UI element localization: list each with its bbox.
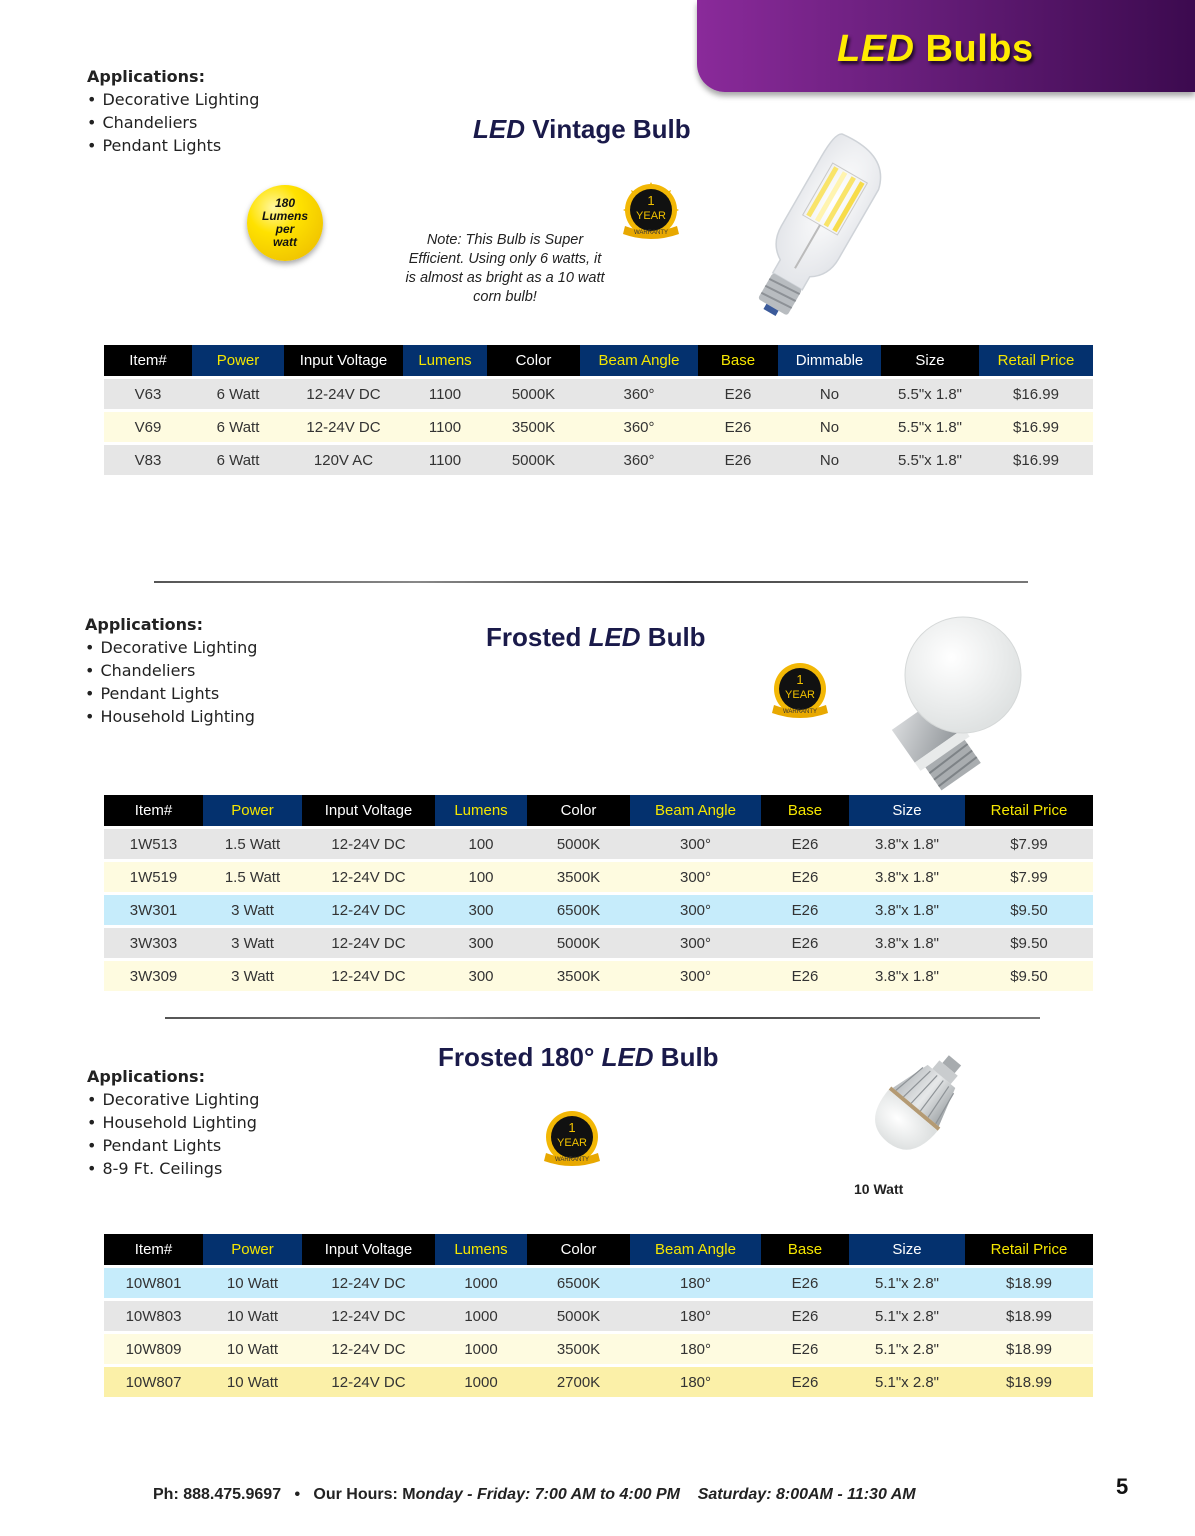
table-row	[104, 1298, 1093, 1331]
title-part: Bulb	[640, 622, 706, 652]
cell-color: 6500K	[527, 892, 630, 925]
cell-power: 1.5 Watt	[203, 859, 302, 892]
cell-item: 3W303	[104, 925, 203, 958]
cell-item: 10W801	[104, 1265, 203, 1298]
col-header-base: Base	[698, 345, 778, 376]
cell-beam-angle: 360°	[580, 442, 698, 475]
cell-color: 5000K	[527, 1298, 630, 1331]
col-header-power: Power	[203, 795, 302, 826]
cell-retail-price: $9.50	[965, 925, 1093, 958]
cell-input-voltage: 12-24V DC	[302, 1265, 435, 1298]
cell-base: E26	[761, 892, 849, 925]
warranty-seal-icon	[540, 1109, 604, 1173]
applications-list-frosted	[85, 613, 257, 728]
cell-power: 3 Watt	[203, 925, 302, 958]
cell-retail-price: $16.99	[979, 376, 1093, 409]
footer-contact	[153, 1486, 916, 1504]
application-item: • Household Lighting	[87, 1111, 259, 1134]
cell-input-voltage: 12-24V DC	[302, 1364, 435, 1397]
table-row	[104, 1331, 1093, 1364]
table-header-row	[104, 345, 1093, 376]
cell-lumens: 1100	[403, 376, 487, 409]
table-row	[104, 925, 1093, 958]
cell-input-voltage: 12-24V DC	[284, 409, 403, 442]
cell-retail-price: $16.99	[979, 442, 1093, 475]
cell-color: 6500K	[527, 1265, 630, 1298]
cell-base: E26	[761, 958, 849, 991]
cell-power: 6 Watt	[192, 376, 284, 409]
table-header-row	[104, 795, 1093, 826]
cell-power: 10 Watt	[203, 1265, 302, 1298]
applications-heading: Applications:	[87, 67, 205, 86]
table-row	[104, 859, 1093, 892]
cell-input-voltage: 12-24V DC	[302, 859, 435, 892]
cell-item: 10W809	[104, 1331, 203, 1364]
cell-input-voltage: 12-24V DC	[302, 958, 435, 991]
cell-lumens: 1000	[435, 1298, 527, 1331]
title-part: Vintage Bulb	[525, 114, 691, 144]
applications-heading: Applications:	[87, 1067, 205, 1086]
cell-size: 3.8"x 1.8"	[849, 826, 965, 859]
cell-input-voltage: 12-24V DC	[302, 892, 435, 925]
header-banner	[697, 0, 1195, 92]
cell-color: 5000K	[527, 826, 630, 859]
cell-color: 3500K	[527, 958, 630, 991]
cell-beam-angle: 300°	[630, 826, 761, 859]
cell-base: E26	[761, 826, 849, 859]
section-divider	[165, 1017, 1040, 1019]
section-title-frosted-180	[438, 1042, 719, 1073]
footer-separator: •	[294, 1486, 301, 1503]
cell-item: V63	[104, 376, 192, 409]
cell-beam-angle: 180°	[630, 1298, 761, 1331]
col-header-lumens: Lumens	[435, 1234, 527, 1265]
frosted-spec-table	[104, 795, 1093, 991]
cell-power: 10 Watt	[203, 1298, 302, 1331]
footer-weekday-hours: onday - Friday: 7:00 AM to 4:00 PM	[415, 1486, 680, 1503]
col-header-input-voltage: Input Voltage	[302, 1234, 435, 1265]
title-part-led: LED	[601, 1042, 654, 1072]
cell-item: 10W803	[104, 1298, 203, 1331]
cell-size: 5.5"x 1.8"	[881, 376, 979, 409]
cell-power: 3 Watt	[203, 958, 302, 991]
vintage-spec-table	[104, 345, 1093, 475]
cell-item: 3W301	[104, 892, 203, 925]
lumens-per-watt-badge	[247, 185, 323, 261]
cell-dimmable: No	[778, 409, 881, 442]
table-row	[104, 958, 1093, 991]
col-header-retail-price: Retail Price	[979, 345, 1093, 376]
warranty-unit: YEAR	[785, 689, 815, 701]
cell-size: 3.8"x 1.8"	[849, 892, 965, 925]
cell-lumens: 1000	[435, 1364, 527, 1397]
frosted-180-spec-table	[104, 1234, 1093, 1397]
col-header-color: Color	[527, 1234, 630, 1265]
col-header-size: Size	[849, 1234, 965, 1265]
cell-beam-angle: 300°	[630, 925, 761, 958]
cell-dimmable: No	[778, 376, 881, 409]
cell-size: 5.1"x 2.8"	[849, 1331, 965, 1364]
cell-retail-price: $18.99	[965, 1265, 1093, 1298]
cell-size: 5.1"x 2.8"	[849, 1265, 965, 1298]
cell-beam-angle: 300°	[630, 958, 761, 991]
table-row	[104, 892, 1093, 925]
cell-retail-price: $9.50	[965, 958, 1093, 991]
col-header-lumens: Lumens	[435, 795, 527, 826]
cell-color: 5000K	[487, 442, 580, 475]
col-header-power: Power	[192, 345, 284, 376]
cell-color: 3500K	[527, 859, 630, 892]
title-part: Bulb	[653, 1042, 719, 1072]
cell-size: 5.5"x 1.8"	[881, 442, 979, 475]
application-item: • Chandeliers	[87, 111, 259, 134]
warranty-ribbon-text: WARRANTY	[633, 230, 669, 236]
efficiency-note: Note: This Bulb is Super Efficient. Using only 6 watts, it is almost as bright as a 10 watt corn bulb!	[405, 232, 605, 305]
cell-base: E26	[761, 1331, 849, 1364]
cell-color: 5000K	[527, 925, 630, 958]
col-header-color: Color	[487, 345, 580, 376]
footer-phone: Ph: 888.475.9697	[153, 1486, 282, 1503]
cell-input-voltage: 120V AC	[284, 442, 403, 475]
cell-lumens: 1100	[403, 409, 487, 442]
cell-item: V69	[104, 409, 192, 442]
title-led: LED	[837, 28, 915, 70]
section-divider	[154, 581, 1028, 583]
cell-beam-angle: 360°	[580, 409, 698, 442]
cell-retail-price: $7.99	[965, 859, 1093, 892]
cell-retail-price: $16.99	[979, 409, 1093, 442]
application-item: • Chandeliers	[85, 659, 257, 682]
col-header-beam-angle: Beam Angle	[580, 345, 698, 376]
cell-base: E26	[761, 859, 849, 892]
cell-lumens: 1000	[435, 1331, 527, 1364]
col-header-input-voltage: Input Voltage	[302, 795, 435, 826]
cell-base: E26	[761, 925, 849, 958]
warranty-ribbon-text: WARRANTY	[782, 709, 818, 715]
cell-color: 5000K	[487, 376, 580, 409]
application-item: • Decorative Lighting	[87, 88, 259, 111]
applications-heading: Applications:	[85, 615, 203, 634]
col-header-item: Item#	[104, 795, 203, 826]
cell-base: E26	[761, 1298, 849, 1331]
cell-retail-price: $18.99	[965, 1298, 1093, 1331]
cell-dimmable: No	[778, 442, 881, 475]
application-item: • Pendant Lights	[87, 134, 259, 157]
badge-line: 180	[274, 196, 296, 210]
title-part: Frosted 180°	[438, 1042, 602, 1072]
col-header-beam-angle: Beam Angle	[630, 1234, 761, 1265]
application-item: • Decorative Lighting	[87, 1088, 259, 1111]
vintage-bulb-image	[725, 125, 900, 330]
badge-line: Lumens	[261, 209, 308, 223]
title-rest: Bulbs	[914, 28, 1034, 70]
table-row	[104, 1364, 1093, 1397]
application-item: • Decorative Lighting	[85, 636, 257, 659]
cell-lumens: 300	[435, 892, 527, 925]
frosted-180-bulb-image	[840, 1050, 980, 1178]
col-header-item: Item#	[104, 1234, 203, 1265]
cell-color: 2700K	[527, 1364, 630, 1397]
cell-power: 10 Watt	[203, 1331, 302, 1364]
col-header-dimmable: Dimmable	[778, 345, 881, 376]
cell-item: 3W309	[104, 958, 203, 991]
cell-size: 3.8"x 1.8"	[849, 859, 965, 892]
cell-beam-angle: 300°	[630, 892, 761, 925]
footer-hours-label: Our Hours: M	[313, 1486, 416, 1503]
cell-color: 3500K	[527, 1331, 630, 1364]
cell-beam-angle: 180°	[630, 1364, 761, 1397]
col-header-base: Base	[761, 1234, 849, 1265]
cell-beam-angle: 300°	[630, 859, 761, 892]
cell-power: 6 Watt	[192, 442, 284, 475]
warranty-ribbon-text: WARRANTY	[554, 1157, 590, 1163]
title-part: Frosted	[486, 622, 589, 652]
cell-lumens: 1100	[403, 442, 487, 475]
cell-base: E26	[761, 1364, 849, 1397]
table-row	[104, 826, 1093, 859]
cell-beam-angle: 360°	[580, 376, 698, 409]
cell-size: 3.8"x 1.8"	[849, 925, 965, 958]
table-row	[104, 442, 1093, 475]
badge-line: watt	[273, 235, 297, 249]
cell-item: V83	[104, 442, 192, 475]
warranty-unit: YEAR	[557, 1137, 587, 1149]
cell-input-voltage: 12-24V DC	[302, 826, 435, 859]
section-title-frosted	[486, 622, 706, 653]
application-item: • 8-9 Ft. Ceilings	[87, 1157, 259, 1180]
cell-base: E26	[698, 442, 778, 475]
cell-size: 5.5"x 1.8"	[881, 409, 979, 442]
applications-list-frosted-180	[87, 1065, 259, 1180]
col-header-color: Color	[527, 795, 630, 826]
table-row	[104, 376, 1093, 409]
application-item: • Pendant Lights	[85, 682, 257, 705]
title-part-led: LED	[588, 622, 641, 652]
cell-input-voltage: 12-24V DC	[302, 925, 435, 958]
cell-beam-angle: 180°	[630, 1331, 761, 1364]
cell-lumens: 100	[435, 826, 527, 859]
section-title-vintage	[473, 114, 691, 145]
cell-lumens: 100	[435, 859, 527, 892]
frosted-bulb-image	[835, 615, 1030, 793]
col-header-lumens: Lumens	[403, 345, 487, 376]
col-header-retail-price: Retail Price	[965, 1234, 1093, 1265]
cell-retail-price: $18.99	[965, 1364, 1093, 1397]
footer-saturday-hours: Saturday: 8:00AM - 11:30 AM	[697, 1486, 916, 1503]
col-header-item: Item#	[104, 345, 192, 376]
cell-lumens: 300	[435, 925, 527, 958]
cell-size: 5.1"x 2.8"	[849, 1364, 965, 1397]
cell-lumens: 300	[435, 958, 527, 991]
cell-base: E26	[761, 1265, 849, 1298]
cell-power: 1.5 Watt	[203, 826, 302, 859]
cell-base: E26	[698, 376, 778, 409]
cell-item: 1W513	[104, 826, 203, 859]
warranty-number: 1	[647, 193, 655, 208]
col-header-input-voltage: Input Voltage	[284, 345, 403, 376]
cell-item: 1W519	[104, 859, 203, 892]
applications-list-vintage	[87, 65, 259, 157]
bulb-wattage-caption: 10 Watt	[854, 1181, 904, 1197]
cell-item: 10W807	[104, 1364, 203, 1397]
col-header-power: Power	[203, 1234, 302, 1265]
cell-retail-price: $7.99	[965, 826, 1093, 859]
warranty-seal-icon	[768, 661, 832, 725]
cell-power: 3 Watt	[203, 892, 302, 925]
col-header-beam-angle: Beam Angle	[630, 795, 761, 826]
col-header-size: Size	[881, 345, 979, 376]
cell-color: 3500K	[487, 409, 580, 442]
table-row	[104, 409, 1093, 442]
cell-retail-price: $18.99	[965, 1331, 1093, 1364]
warranty-number: 1	[796, 672, 804, 687]
application-item: • Pendant Lights	[87, 1134, 259, 1157]
cell-power: 10 Watt	[203, 1364, 302, 1397]
page-number: 5	[1116, 1474, 1129, 1499]
table-header-row	[104, 1234, 1093, 1265]
cell-retail-price: $9.50	[965, 892, 1093, 925]
table-row	[104, 1265, 1093, 1298]
warranty-seal-icon	[619, 182, 683, 246]
warranty-unit: YEAR	[636, 210, 666, 222]
cell-beam-angle: 180°	[630, 1265, 761, 1298]
warranty-number: 1	[568, 1120, 576, 1135]
cell-lumens: 1000	[435, 1265, 527, 1298]
cell-input-voltage: 12-24V DC	[302, 1331, 435, 1364]
col-header-retail-price: Retail Price	[965, 795, 1093, 826]
col-header-base: Base	[761, 795, 849, 826]
cell-size: 5.1"x 2.8"	[849, 1298, 965, 1331]
badge-line: per	[275, 222, 295, 236]
cell-input-voltage: 12-24V DC	[284, 376, 403, 409]
page-title	[837, 28, 1034, 71]
title-part-led: LED	[473, 114, 525, 144]
col-header-size: Size	[849, 795, 965, 826]
cell-size: 3.8"x 1.8"	[849, 958, 965, 991]
cell-input-voltage: 12-24V DC	[302, 1298, 435, 1331]
application-item: • Household Lighting	[85, 705, 257, 728]
cell-base: E26	[698, 409, 778, 442]
cell-power: 6 Watt	[192, 409, 284, 442]
